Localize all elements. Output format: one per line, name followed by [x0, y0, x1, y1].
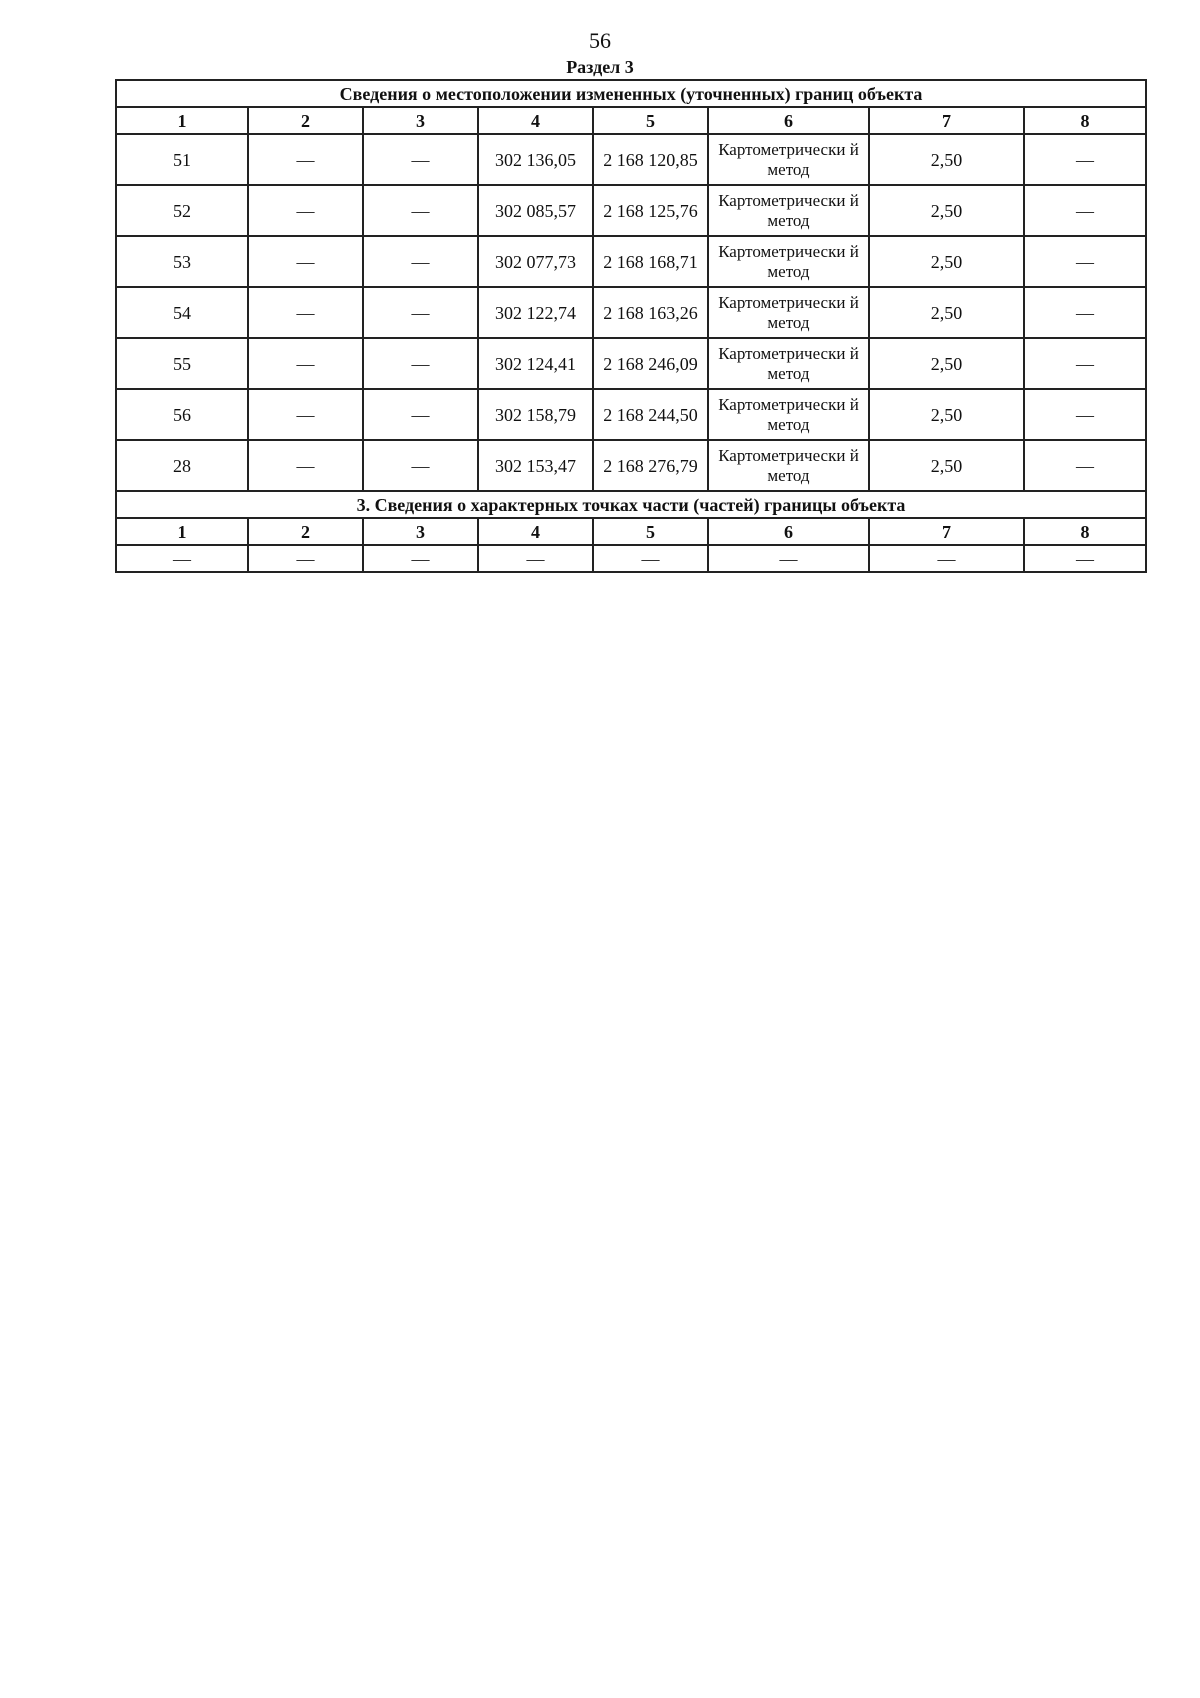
table-cell: — [1024, 338, 1146, 389]
column-number: 6 [708, 518, 869, 545]
table-cell: 2 168 163,26 [593, 287, 708, 338]
column-number: 6 [708, 107, 869, 134]
table-cell: Картометрически й метод [708, 287, 869, 338]
table-cell: — [1024, 185, 1146, 236]
table-cell: 2,50 [869, 338, 1024, 389]
column-number: 8 [1024, 518, 1146, 545]
column-number: 3 [363, 107, 478, 134]
table-cell: 52 [116, 185, 248, 236]
table-cell: Картометрически й метод [708, 236, 869, 287]
table-cell: 53 [116, 236, 248, 287]
section-title: Раздел 3 [566, 57, 634, 77]
table-cell: 2,50 [869, 236, 1024, 287]
table-row [116, 338, 1146, 389]
table-cell: Картометрически й метод [708, 389, 869, 440]
table-cell: — [363, 236, 478, 287]
table-row [116, 545, 1146, 572]
parts-table-caption: 3. Сведения о характерных точках части (частей) границы объекта [116, 491, 1146, 518]
column-number: 5 [593, 107, 708, 134]
column-number: 7 [869, 518, 1024, 545]
table-cell: — [1024, 134, 1146, 185]
table-cell: Картометрически й метод [708, 440, 869, 491]
table-cell: 2 168 168,71 [593, 236, 708, 287]
table-cell: — [363, 134, 478, 185]
table-cell: — [1024, 389, 1146, 440]
table-cell: — [248, 134, 363, 185]
table-cell: — [593, 545, 708, 572]
column-number: 1 [116, 518, 248, 545]
table-cell: 302 124,41 [478, 338, 593, 389]
table-row [116, 440, 1146, 491]
table-cell: 302 136,05 [478, 134, 593, 185]
parts-table-column-numbers-row [116, 518, 1146, 545]
table-cell: — [248, 287, 363, 338]
table-cell: — [248, 338, 363, 389]
boundary-points-table [115, 79, 1147, 573]
table-cell: — [708, 545, 869, 572]
table-cell: 55 [116, 338, 248, 389]
table-cell: — [869, 545, 1024, 572]
table-cell: — [363, 287, 478, 338]
table-cell: 2,50 [869, 287, 1024, 338]
table-cell: 54 [116, 287, 248, 338]
table-cell: 302 122,74 [478, 287, 593, 338]
table-cell: — [248, 185, 363, 236]
table-cell: — [116, 545, 248, 572]
table-cell: — [248, 440, 363, 491]
column-number: 7 [869, 107, 1024, 134]
table-cell: 2,50 [869, 185, 1024, 236]
table-cell: — [478, 545, 593, 572]
parts-table-caption-row [116, 491, 1146, 518]
table-cell: 51 [116, 134, 248, 185]
table-cell: — [1024, 287, 1146, 338]
table-cell: 2,50 [869, 134, 1024, 185]
table-cell: 2 168 125,76 [593, 185, 708, 236]
boundary-table-caption: Сведения о местоположении измененных (уточненных) границ объекта [116, 80, 1146, 107]
table-cell: 302 158,79 [478, 389, 593, 440]
table-cell: 2 168 246,09 [593, 338, 708, 389]
table-row [116, 185, 1146, 236]
page-number: 56 [589, 28, 611, 53]
table-row [116, 134, 1146, 185]
column-number: 8 [1024, 107, 1146, 134]
column-number: 2 [248, 518, 363, 545]
table-cell: — [248, 545, 363, 572]
table-cell: 2,50 [869, 440, 1024, 491]
boundary-table-column-numbers-row [116, 107, 1146, 134]
column-number: 1 [116, 107, 248, 134]
table-cell: 302 153,47 [478, 440, 593, 491]
table-cell: 302 085,57 [478, 185, 593, 236]
column-number: 5 [593, 518, 708, 545]
table-cell: 2 168 120,85 [593, 134, 708, 185]
column-number: 3 [363, 518, 478, 545]
table-row [116, 236, 1146, 287]
table-cell: 2,50 [869, 389, 1024, 440]
table-cell: 2 168 244,50 [593, 389, 708, 440]
table-cell: 302 077,73 [478, 236, 593, 287]
table-row [116, 389, 1146, 440]
column-number: 4 [478, 518, 593, 545]
table-cell: Картометрически й метод [708, 338, 869, 389]
table-cell: — [363, 338, 478, 389]
table-row [116, 287, 1146, 338]
boundary-table-caption-row [116, 80, 1146, 107]
table-cell: — [363, 545, 478, 572]
table-cell: — [1024, 440, 1146, 491]
table-cell: 28 [116, 440, 248, 491]
table-cell: — [248, 389, 363, 440]
table-cell: — [1024, 236, 1146, 287]
table-cell: 2 168 276,79 [593, 440, 708, 491]
table-cell: — [1024, 545, 1146, 572]
table-cell: 56 [116, 389, 248, 440]
table-cell: — [363, 185, 478, 236]
column-number: 2 [248, 107, 363, 134]
table-cell: Картометрически й метод [708, 185, 869, 236]
table-cell: Картометрически й метод [708, 134, 869, 185]
table-cell: — [363, 389, 478, 440]
table-cell: — [363, 440, 478, 491]
table-cell: — [248, 236, 363, 287]
column-number: 4 [478, 107, 593, 134]
